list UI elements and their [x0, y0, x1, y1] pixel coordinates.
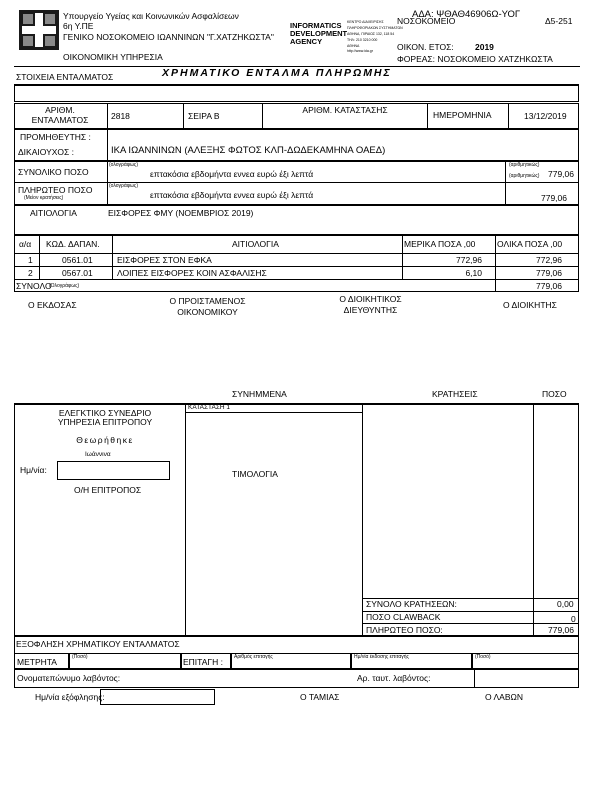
department-name: ΟΙΚΟΝΟΜΙΚΗ ΥΠΗΡΕΣΙΑ [63, 52, 163, 62]
settlement-date-input[interactable] [100, 689, 215, 705]
agency-detail-1: ΚΕΝΤΡΟ ΔΙΑΧΕΙΡΙΣΗΣ [347, 20, 384, 24]
cheque-date-tag: Ημ/νία έκδοσης επιταγής [354, 654, 409, 660]
hospital-label: ΝΟΣΟΚΟΜΕΙΟ [397, 16, 456, 26]
settlement-heading: ΕΞΟΦΛΗΣΗ ΧΡΗΜΑΤΙΚΟΥ ΕΝΤΑΛΜΑΤΟΣ [16, 639, 180, 649]
agency-name-3: AGENCY [290, 37, 323, 46]
cert-date-label: Ημ/νία: [20, 465, 47, 475]
signature-governor: Ο ΔΙΟΙΚΗΤΗΣ [503, 300, 557, 310]
katastasis-number-label: ΑΡΙΘΜ. ΚΑΤΑΣΤΑΣΗΣ [302, 105, 388, 115]
total-amount-label: ΣΥΝΟΛΙΚΟ ΠΟΣΟ [18, 167, 89, 177]
agency-detail-6: http://www.ida.gr [347, 49, 373, 53]
deductions-total-value: 0,00 [557, 599, 574, 609]
cashier-signature: Ο ΤΑΜΙΑΣ [300, 692, 340, 702]
fiscal-year-label: ΟΙΚΟΝ. ΕΤΟΣ: [397, 42, 454, 52]
payable-amount-sublabel: (Μείον κρατήσεις) [24, 195, 64, 201]
section-label-stoixeia: ΣΤΟΙΧΕΙΑ ΕΝΤΑΛΜΑΤΟΣ [16, 72, 114, 82]
agency-detail-4: ΤΗΛ: 210 3210 000 [347, 38, 378, 42]
series-label: ΣΕΙΡΑ Β [188, 111, 220, 121]
deductions-heading: ΚΡΑΤΗΣΕΙΣ [432, 389, 478, 399]
payable-amount-words: επτακόσια εβδομήντα εννεα ευρώ έξι λεπτά [150, 190, 314, 200]
audit-court-2: ΥΠΗΡΕΣΙΑ ΕΠΙΤΡΟΠΟΥ [57, 417, 153, 427]
row-desc: ΛΟΙΠΕΣ ΕΙΣΦΟΡΕΣ ΚΟΙΝ ΑΣΦΑΛΙΣΗΣ [117, 268, 267, 278]
row-partial: 772,96 [456, 255, 482, 265]
col-header-code: ΚΩΔ. ΔΑΠΑΝ. [46, 239, 100, 249]
amount-heading: ΠΟΣΟ [542, 389, 567, 399]
beneficiary-label: ΔΙΚΑΙΟΥΧΟΣ : [18, 147, 75, 157]
agency-detail-2: ΠΛΗΡΟΦΟΡΙΑΚΩΝ ΣΥΣΤΗΜΑΤΩΝ [347, 26, 403, 30]
signature-finance-head-2: ΟΙΚΟΝΟΜΙΚΟΥ [177, 307, 238, 317]
entalma-number-label: ΑΡΙΘΜ. ΕΝΤΑΛΜΑΤΟΣ [31, 105, 89, 125]
signature-admin-director-1: Ο ΔΙΟΙΚΗΤΙΚΟΣ [339, 294, 402, 304]
ministry-name: Υπουργείο Υγείας και Κοινωνικών Ασφαλίσεων [63, 11, 239, 21]
agency-detail-3: ΑΘΗΝΑ, ΠΙΡΑΙΩΣ 132, 118 54 [347, 32, 395, 36]
health-region: 6η Υ.ΠΕ [63, 21, 94, 31]
clawback-value: 0 [571, 614, 576, 624]
recipient-signature: Ο ΛΑΒΩΝ [485, 692, 524, 702]
cheque-number-tag: Αριθμός επιταγής [234, 654, 273, 660]
place-label: Ιωάννινα [85, 451, 111, 458]
row-aa: 1 [28, 255, 33, 265]
sum-value: 779,06 [536, 281, 562, 291]
invoices-label: ΤΙΜΟΛΟΓΙΑ [232, 469, 278, 479]
ada-code: ΑΔΑ: ΨΘΑΘ46906Ω-ΥΟΓ [412, 9, 521, 20]
agency-name-1: INFORMATICS [290, 21, 342, 30]
form-code: Δ5-251 [545, 16, 573, 26]
payable-amount-label: ΠΛΗΡΩΤΕΟ ΠΟΣΟ [18, 185, 93, 195]
row-code: 0567.01 [62, 268, 93, 278]
payable-words-tag: (ολογράφως) [109, 183, 139, 189]
total-numeric-tag-2: (αριθμητικώς) [509, 173, 540, 179]
hospital-name: ΓΕΝΙΚΟ ΝΟΣΟΚΟΜΕΙΟ ΙΩΑΝΝΙΝΩΝ "Γ.ΧΑΤΖΗΚΩΣΤΑ" [63, 32, 274, 42]
row-partial: 6,10 [465, 268, 482, 278]
total-words-tag: (ολογράφως) [109, 162, 139, 168]
entalma-number-value: 2818 [111, 111, 130, 121]
net-payable-label: ΠΛΗΡΩΤΕΟ ΠΟΣΟ: [366, 625, 443, 635]
col-header-reason: ΑΙΤΙΟΛΟΓΙΑ [232, 239, 279, 249]
agency-name-2: DEVELOPMENT [290, 29, 348, 38]
foreas-label: ΦΟΡΕΑΣ: ΝΟΣΟΚΟΜΕΙΟ ΧΑΤΖΗΚΩΣΤΑ [397, 54, 553, 64]
reason-label: ΑΙΤΙΟΛΟΓΙΑ [30, 208, 77, 218]
col-header-aa: α/α [19, 239, 32, 249]
page-title: ΧΡΗΜΑΤΙΚΟ ΕΝΤΑΛΜΑ ΠΛΗΡΩΜΗΣ [162, 67, 392, 79]
total-numeric-tag-1: (αριθμητικώς) [509, 162, 540, 168]
recipient-name-label: Ονοματεπώνυμο λαβόντος: [17, 673, 121, 683]
row-aa: 2 [28, 268, 33, 278]
col-header-total: ΟΛΙΚΑ ΠΟΣΑ ,00 [497, 239, 563, 249]
row-total: 779,06 [536, 268, 562, 278]
supplier-label: ΠΡΟΜΗΘΕΥΤΗΣ : [20, 132, 91, 142]
recipient-id-label: Αρ. ταυτ. λαβόντος: [357, 673, 431, 683]
date-value: 13/12/2019 [524, 111, 567, 121]
agency-detail-5: ΑΘΗΝΑ [347, 44, 360, 48]
date-label: ΗΜΕΡΟΜΗΝΙΑ [433, 110, 492, 120]
attachments-heading: ΣΥΝΗΜΜΕΝΑ [232, 389, 287, 399]
clawback-label: ΠΟΣΟ CLAWBACK [366, 612, 441, 622]
certified-label: Θεωρήθηκε [76, 435, 134, 445]
row-total: 772,96 [536, 255, 562, 265]
signature-finance-head-1: Ο ΠΡΟΙΣΤΑΜΕΝΟΣ [169, 296, 246, 306]
row-code: 0561.01 [62, 255, 93, 265]
ministry-cross-logo [19, 10, 59, 50]
total-amount-words: επτακόσια εβδομήντα εννεα ευρώ έξι λεπτά [150, 169, 314, 179]
cert-date-input[interactable] [57, 461, 170, 480]
signature-issuer: Ο ΕΚΔΟΣΑΣ [28, 300, 77, 310]
payable-amount-value: 779,06 [541, 193, 567, 203]
deductions-total-label: ΣΥΝΟΛΟ ΚΡΑΤΗΣΕΩΝ: [366, 599, 457, 609]
beneficiary-value: ΙΚΑ ΙΩΑΝΝΙΝΩΝ (ΑΛΕΞΗΣ ΦΩΤΟΣ ΚΛΠ-ΔΩΔΕΚΑΜΗΝΑ ΟΑΕΔ) [111, 145, 386, 156]
col-header-partial: ΜΕΡΙΚΑ ΠΟΣΑ ,00 [404, 239, 476, 249]
reason-value: ΕΙΣΦΟΡΕΣ ΦΜΥ (ΝΟΕΜΒΡΙΟΣ 2019) [108, 208, 254, 218]
signature-admin-director-2: ΔΙΕΥΘΥΝΤΗΣ [343, 305, 398, 315]
net-payable-value: 779,06 [548, 625, 574, 635]
commissioner-label: Ο/Η ΕΠΙΤΡΟΠΟΣ [74, 485, 142, 495]
cheque-amount-tag: (Ποσό) [475, 654, 491, 660]
cash-amount-tag: (Ποσό) [72, 654, 88, 660]
sum-tag: (Ολογράφως) [49, 283, 80, 289]
fiscal-year-value: 2019 [475, 42, 494, 52]
cash-label: ΜΕΤΡΗΤΑ [17, 657, 57, 667]
total-amount-value: 779,06 [548, 169, 574, 179]
settlement-date-label: Ημ/νία εξόφλησης: [35, 692, 105, 702]
row-desc: ΕΙΣΦΟΡΕΣ ΣΤΟΝ ΕΦΚΑ [117, 255, 212, 265]
cheque-label: ΕΠΙΤΑΓΗ : [183, 657, 223, 667]
sum-label: ΣΥΝΟΛΟ [16, 281, 52, 291]
katastasi-label: ΚΑΤΑΣΤΑΣΗ 1 [188, 404, 230, 411]
audit-court-1: ΕΛΕΓΚΤΙΚΟ ΣΥΝΕΔΡΙΟ [58, 408, 152, 418]
